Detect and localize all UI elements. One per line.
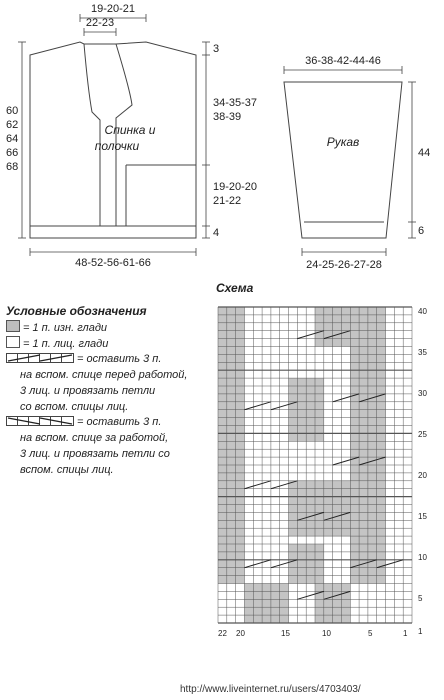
back-total-h-3: 64 <box>6 133 19 145</box>
legend-purl <box>6 320 107 336</box>
cable-front-line2: на вспом. спице перед работой, <box>20 369 188 381</box>
row-label-40: 40 <box>418 307 427 316</box>
back-title: Спинка и <box>104 123 156 137</box>
sleeve-top-width: 36-38-42-44-46 <box>305 55 381 67</box>
col-label-10: 10 <box>322 629 331 638</box>
cable-back-line1: = оставить 3 п. <box>77 416 162 428</box>
purl-swatch <box>6 320 20 332</box>
sleeve-dimensions <box>284 66 416 256</box>
row-label-35: 35 <box>418 348 427 357</box>
cable-back-line4: вспом. спицы лиц. <box>20 464 114 476</box>
row-label-1: 1 <box>418 627 423 636</box>
back-bottom-width: 48-52-56-61-66 <box>75 257 151 269</box>
sleeve-piece <box>284 82 402 238</box>
cable-back-line2: на вспом. спице за работой, <box>20 432 169 444</box>
row-label-5: 5 <box>418 594 423 603</box>
legend-cable-back <box>6 414 170 478</box>
back-total-h-2: 62 <box>6 119 19 131</box>
sleeve-outline <box>284 82 402 238</box>
back-total-h-5: 68 <box>6 161 19 173</box>
legend-title: Условные обозначения <box>6 304 147 318</box>
legend-knit-text: = 1 п. лиц. глади <box>23 338 109 350</box>
row-label-20: 20 <box>418 471 427 480</box>
purl-block <box>218 307 244 378</box>
back-total-h-4: 66 <box>6 147 19 159</box>
back-pocket-h2: 21-22 <box>213 195 242 207</box>
row-label-25: 25 <box>418 430 427 439</box>
col-label-20: 20 <box>236 629 245 638</box>
watermark: http://www.liveinternet.ru/users/4703403/ <box>180 684 361 695</box>
back-armhole-h2: 38-39 <box>213 111 242 123</box>
col-label-1: 1 <box>403 629 408 638</box>
neckline <box>84 44 100 226</box>
cable-back-line3: 3 лиц. и провязать петли со <box>20 448 170 460</box>
purl-block <box>244 584 288 624</box>
purl-block <box>218 441 244 512</box>
cable-back-icon <box>6 416 74 426</box>
sleeve-bottom-width: 24-25-26-27-28 <box>306 259 382 271</box>
cable-front-line4: со вспом. спицы лиц. <box>20 401 129 413</box>
legend-knit <box>6 336 108 352</box>
back-total-h-1: 60 <box>6 105 19 117</box>
back-neck-width: 22-23 <box>85 17 115 29</box>
back-top-width: 19-20-21 <box>90 3 136 15</box>
legend-purl-text: = 1 п. изн. глади <box>23 322 108 334</box>
legend-cable-front <box>6 351 187 415</box>
back-shoulder-h: 3 <box>213 43 220 55</box>
sleeve-title: Рукав <box>326 135 360 149</box>
purl-block <box>289 481 351 536</box>
back-rib-h: 4 <box>213 227 220 239</box>
row-label-30: 30 <box>418 389 427 398</box>
knit-swatch <box>6 336 20 348</box>
cable-front-line3: 3 лиц. и провязать петли <box>20 385 156 397</box>
col-label-5: 5 <box>368 629 373 638</box>
cable-front-line1: = оставить 3 п. <box>77 353 162 365</box>
row-label-15: 15 <box>418 512 427 521</box>
col-label-22: 22 <box>218 629 227 638</box>
stitch-chart <box>218 307 412 623</box>
sleeve-cuff-h: 6 <box>418 225 425 237</box>
cable-front-icon <box>6 353 74 363</box>
sleeve-height: 44 <box>418 147 431 159</box>
schema-title: Схема <box>216 281 254 295</box>
back-armhole-h: 34-35-37 <box>213 97 258 109</box>
purl-block <box>218 512 244 583</box>
row-label-10: 10 <box>418 553 427 562</box>
col-label-15: 15 <box>281 629 290 638</box>
back-pocket-h: 19-20-20 <box>213 181 258 193</box>
back-title2: полочки <box>94 139 140 153</box>
